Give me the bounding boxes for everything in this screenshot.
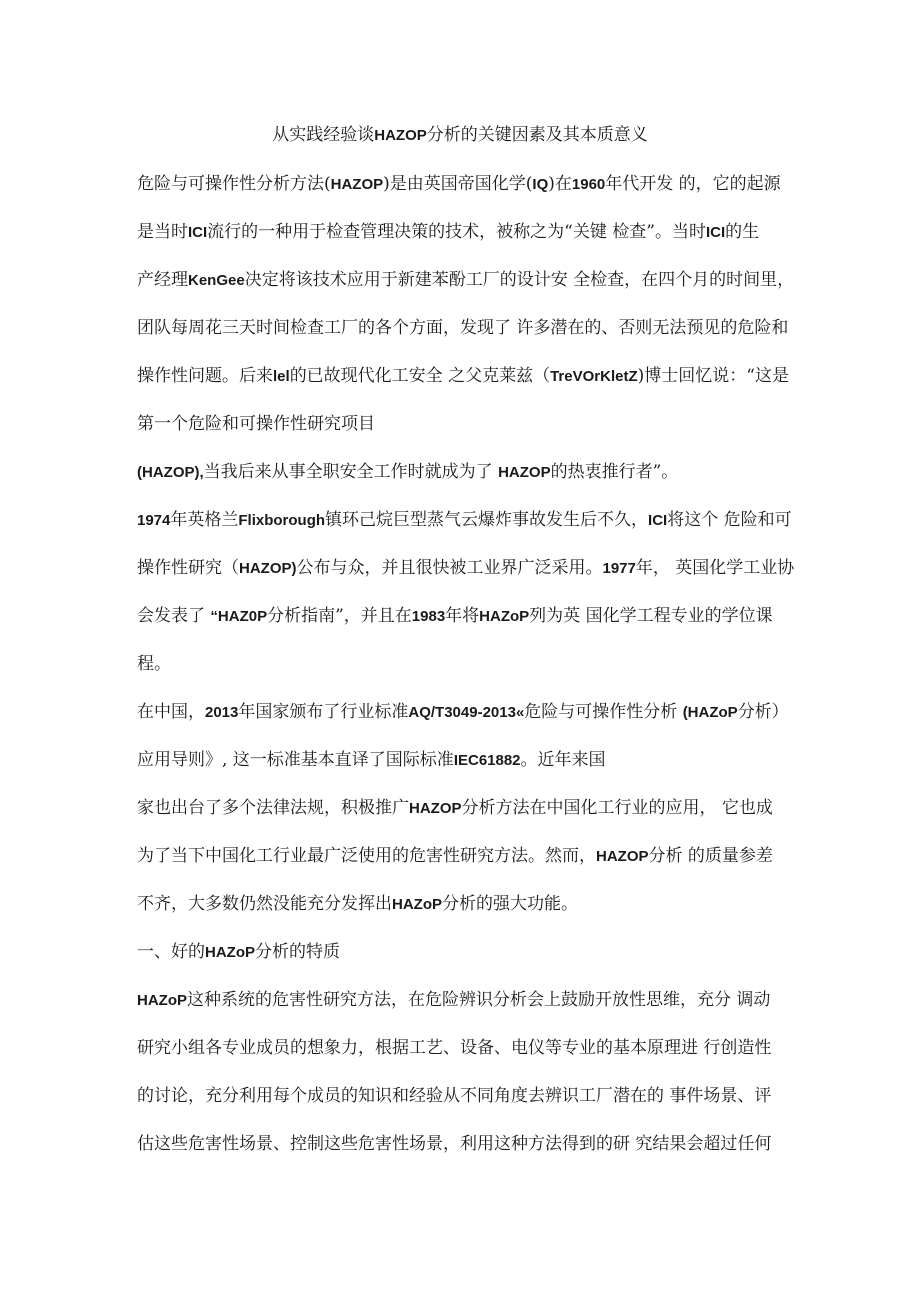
text-line: 研究小组各专业成员的想象力，根据工艺、设备、电仪等专业的基本原理进 行创造性: [137, 1038, 772, 1058]
text-line: HAZoP这种系统的危害性研究方法，在危险辨识分析会上鼓励开放性思维，充分 调动: [137, 990, 771, 1010]
text-line: 1974年英格兰Flixborough镇环己烷巨型蒸气云爆炸事故发生后不久，ICI将这个 危险和可: [137, 510, 792, 530]
text-line: 为了当下中国化工行业最广泛使用的危害性研究方法。然而，HAZOP分析 的质量参差: [137, 846, 773, 866]
text-line: 的讨论，充分利用每个成员的知识和经验从不同角度去辨识工厂潜在的 事件场景、评: [137, 1086, 772, 1106]
text-line: 操作性问题。后来lel的已故现代化工安全 之父克莱兹（TreVOrKletZ)博士回忆说：“这是: [137, 366, 789, 386]
text-line: 是当时ICI流行的一种用于检查管理决策的技术，被称之为“关键 检查”。当时ICI的生: [137, 222, 760, 242]
section-heading: 一、好的HAZoP分析的特质: [137, 942, 340, 962]
text-line: 在中国，2013年国家颁布了行业标准AQ/T3049-2013«危险与可操作性分析 (HAZoP分析）: [137, 702, 789, 722]
text-line: 程。: [137, 654, 171, 674]
text-line: 操作性研究（HAZOP)公布与众，并且很快被工业界广泛采用。1977年， 英国化学工业协: [137, 558, 795, 578]
text-line: 会发表了 “HAZ0P分析指南”，并且在1983年将HAZoP列为英 国化学工程专业的学位课: [137, 606, 773, 626]
text-line: 产经理KenGee决定将该技术应用于新建苯酚工厂的设计安 全检查，在四个月的时间里，: [137, 270, 795, 290]
text-line: 第一个危险和可操作性研究项目: [137, 414, 375, 434]
text-line: 团队每周花三天时间检查工厂的各个方面，发现了 许多潜在的、否则无法预见的危险和: [137, 318, 789, 338]
document-title: 从实践经验谈HAZOP分析的关键因素及其本质意义: [272, 125, 648, 145]
text-line: 应用导则》, 这一标准基本直译了国际标准IEC61882。近年来国: [137, 750, 606, 770]
text-line: 估这些危害性场景、控制这些危害性场景，利用这种方法得到的研 究结果会超过任何: [137, 1134, 772, 1154]
text-line: 不齐，大多数仍然没能充分发挥出HAZoP分析的强大功能。: [137, 894, 578, 914]
text-line: 危险与可操作性分析方法(HAZOP)是由英国帝国化学(IQ)在1960年代开发 的，它的起源: [137, 174, 781, 194]
text-line: 家也出台了多个法律法规，积极推广HAZOP分析方法在中国化工行业的应用， 它也成: [137, 798, 773, 818]
text-line: (HAZOP),当我后来从事全职安全工作时就成为了 HAZOP的热衷推行者”。: [137, 462, 679, 482]
